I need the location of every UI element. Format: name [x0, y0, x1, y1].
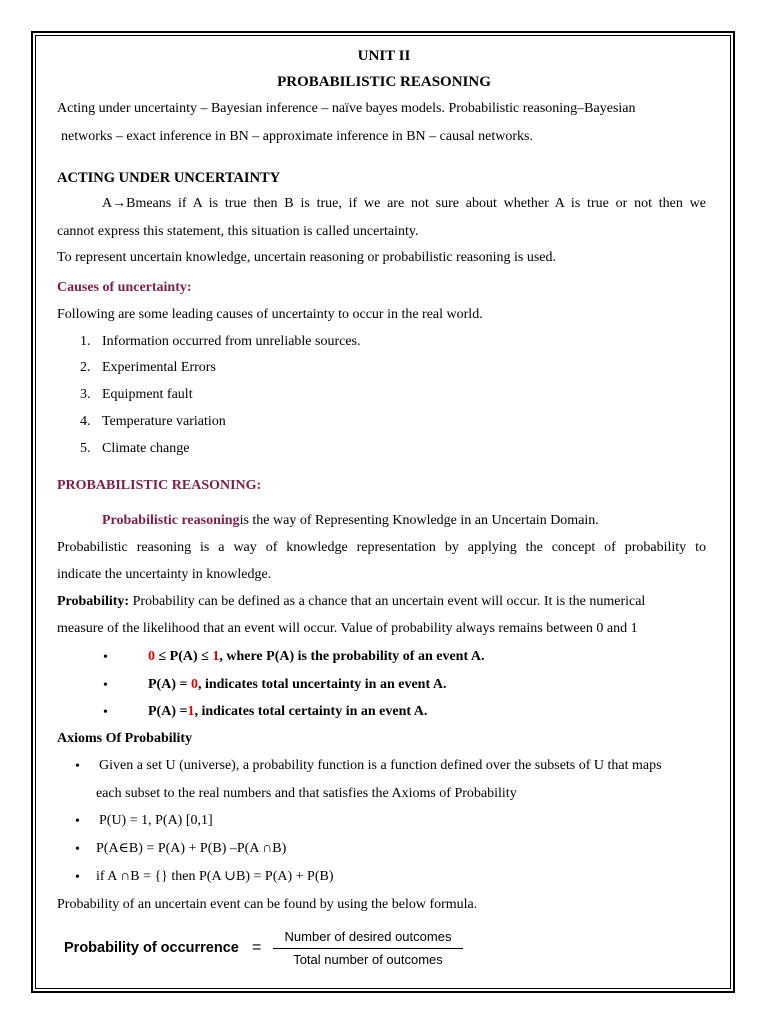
- list-number: 3.: [80, 387, 91, 402]
- acting-paragraph-line-2: cannot express this statement, this situation is called uncertainty.: [57, 224, 419, 239]
- intro-line-1: Acting under uncertainty – Bayesian inference – naïve bayes models. Probabilistic reasoning–Bayesian: [57, 101, 636, 116]
- prob-reasoning-line-3: indicate the uncertainty in knowledge.: [57, 567, 272, 582]
- formula-numerator: Number of desired outcomes: [284, 929, 452, 944]
- page-title: PROBABILISTIC REASONING: [277, 74, 491, 90]
- list-item-text: Experimental Errors: [102, 360, 216, 375]
- prob-reasoning-heading: PROBABILISTIC REASONING:: [57, 478, 262, 493]
- acting-paragraph-2: To represent uncertain knowledge, uncertain reasoning or probabilistic reasoning is used.: [57, 250, 556, 265]
- list-item-text: Temperature variation: [102, 414, 226, 429]
- probability-line-2: measure of the likelihood that an event will occur. Value of probability always remains between 0 and 1: [57, 621, 638, 636]
- probability-line-1-rest: Probability can be defined as a chance that an uncertain event will occur. It is the numerical: [129, 594, 646, 609]
- bullet-dot: •: [75, 842, 80, 857]
- probability-range-text: [148, 650, 484, 664]
- axioms-heading: Axioms Of Probability: [57, 731, 193, 746]
- list-number: 2.: [80, 360, 91, 375]
- unit-title: UNIT II: [357, 48, 411, 64]
- list-item-text: Equipment fault: [102, 387, 193, 402]
- fraction-bar: [273, 948, 463, 949]
- range-rest: , where P(A) is the probability of an event A.: [219, 649, 485, 664]
- zero-rest: , indicates total uncertainty in an event A.: [197, 677, 447, 692]
- axiom-item-1-line-1: Given a set U (universe), a probability function is a function defined over the subsets of U that maps: [99, 758, 662, 773]
- list-item-text: Climate change: [102, 441, 190, 456]
- zero-pre: P(A) =: [148, 677, 191, 692]
- formula-intro: Probability of an uncertain event can be found by using the below formula.: [57, 897, 478, 912]
- bullet-dot: •: [103, 678, 108, 693]
- prob-reasoning-line-1: [102, 514, 706, 528]
- formula-lhs: Probability of occurrence: [64, 940, 239, 956]
- intro-line-2: networks – exact inference in BN – approximate inference in BN – causal networks.: [61, 129, 533, 144]
- value-one: 1: [212, 649, 220, 664]
- prob-reasoning-line-1-text: [102, 514, 599, 528]
- prob-reasoning-term: Probabilistic reasoning: [102, 513, 240, 528]
- list-number: 1.: [80, 334, 91, 349]
- bullet-dot: •: [103, 705, 108, 720]
- probability-zero-text: [148, 678, 446, 692]
- formula-denominator: Total number of outcomes: [293, 952, 443, 967]
- section-heading-acting: ACTING UNDER UNCERTAINTY: [57, 170, 281, 186]
- formula-equals: =: [252, 939, 262, 956]
- bullet-dot: •: [103, 650, 108, 665]
- range-mid: ≤ P(A) ≤: [155, 649, 213, 664]
- probability-one-text: [148, 705, 427, 719]
- bullet-dot: •: [75, 870, 80, 885]
- axiom-item-2: P(U) = 1, P(A) [0,1]: [99, 813, 213, 828]
- axiom-item-1-line-2: each subset to the real numbers and that satisfies the Axioms of Probability: [96, 786, 517, 801]
- acting-paragraph-line-1: A→Bmeans if A is true then B is true, if we are not sure about whether A is true or not then we: [102, 196, 706, 211]
- prob-reasoning-line-2: Probabilistic reasoning is a way of knowledge representation by applying the concept of probability to: [57, 540, 706, 555]
- value-one: 1: [187, 704, 195, 719]
- axiom-item-3: P(A∈B) = P(A) + P(B) –P(A ∩B): [96, 841, 287, 856]
- value-zero: 0: [148, 649, 155, 664]
- bullet-dot: •: [75, 814, 80, 829]
- prob-reasoning-line-1-rest: is the way of Representing Knowledge in an Uncertain Domain.: [239, 513, 599, 528]
- list-number: 4.: [80, 414, 91, 429]
- probability-line-1: [57, 595, 706, 609]
- value-zero: 0: [190, 677, 198, 692]
- axiom-item-4: if A ∩B = {} then P(A ∪B) = P(A) + P(B): [96, 869, 334, 884]
- one-rest: , indicates total certainty in an event A.: [194, 704, 428, 719]
- list-number: 5.: [80, 441, 91, 456]
- one-pre: P(A) =: [148, 704, 188, 719]
- causes-intro: Following are some leading causes of uncertainty to occur in the real world.: [57, 307, 483, 322]
- list-item-text: Information occurred from unreliable sources.: [102, 334, 361, 349]
- probability-label: Probability:: [57, 594, 130, 609]
- causes-heading: Causes of uncertainty:: [57, 280, 192, 295]
- bullet-dot: •: [75, 759, 80, 774]
